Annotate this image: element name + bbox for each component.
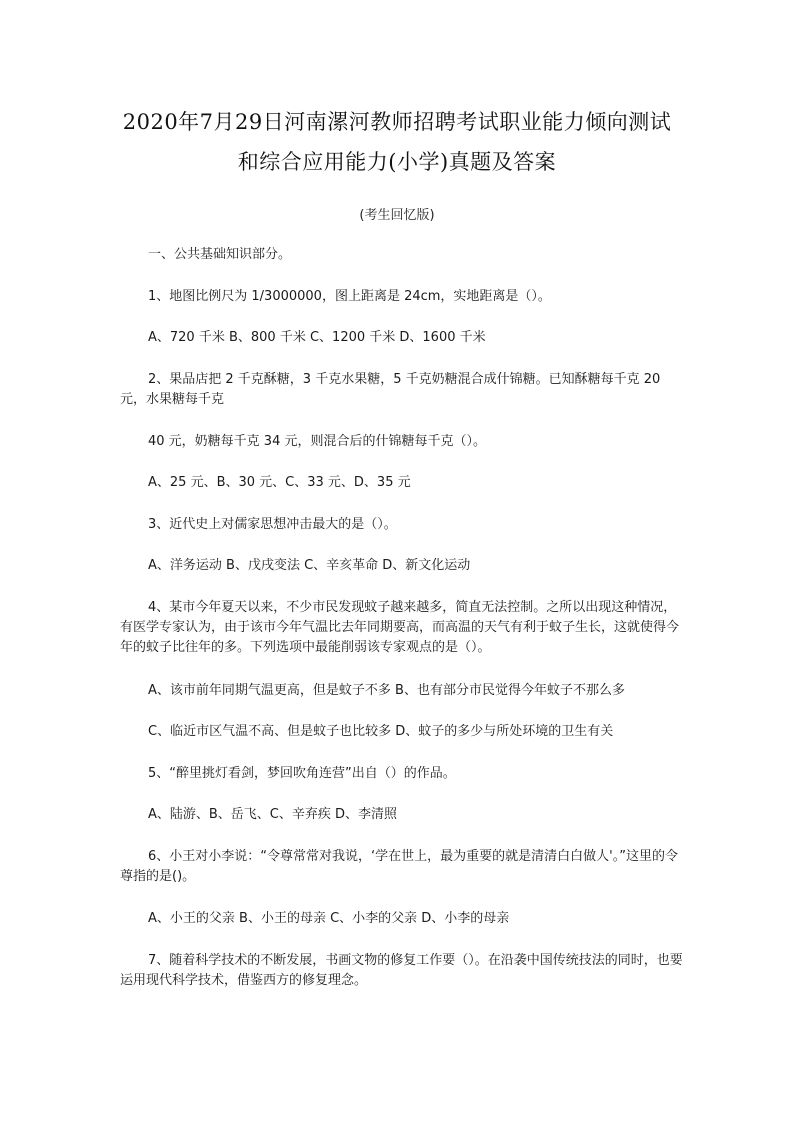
- question-1: 1、地图比例尺为 1/3000000，图上距离是 24cm，实地距离是（）。: [148, 289, 551, 304]
- question-2-options: A、25 元、B、30 元、C、33 元、D、35 元: [148, 475, 411, 490]
- section-heading: 一、公共基础知识部分。: [148, 247, 292, 262]
- question-1-options: A、720 千米 B、800 千米 C、1200 千米 D、1600 千米: [148, 330, 486, 345]
- question-5-options: A、陆游、B、岳飞、C、辛弃疾 D、李清照: [148, 807, 398, 822]
- question-7: 7、随着科学技术的不断发展，书画文物的修复工作要（）。在沿袭中国传统技法的同时，也要运用现代科学技术，借鉴西方的修复理念。: [120, 953, 683, 988]
- question-2-continued: 40 元，奶糖每千克 34 元，则混合后的什锦糖每千克（）。: [148, 434, 486, 449]
- question-4-options-ab: A、该市前年同期气温更高，但是蚊子不多 B、也有部分市民觉得今年蚊子不那么多: [148, 683, 625, 698]
- document-subtitle: (考生回忆版): [359, 208, 435, 223]
- question-5: 5、“醉里挑灯看剑，梦回吹角连营”出自（）的作品。: [148, 766, 456, 781]
- question-6-options: A、小王的父亲 B、小王的母亲 C、小李的父亲 D、小李的母亲: [148, 911, 510, 926]
- document-title-line-2: 和综合应用能力(小学)真题及答案: [237, 150, 557, 174]
- question-4-options-cd: C、临近市区气温不高、但是蚊子也比较多 D、蚊子的多少与所处环境的卫生有关: [148, 724, 614, 739]
- question-2: 2、果品店把 2 千克酥糖，3 千克水果糖，5 千克奶糖混合成什锦糖。已知酥糖每千克 20 元，水果糖每千克: [120, 372, 661, 407]
- question-6: 6、小王对小李说：“令尊常常对我说，‘学在世上，最为重要的就是清清白白做人'。”这里的令尊指的是()。: [120, 849, 678, 884]
- question-3: 3、近代史上对儒家思想冲击最大的是（）。: [148, 517, 397, 532]
- question-3-options: A、洋务运动 B、戊戌变法 C、辛亥革命 D、新文化运动: [148, 558, 471, 573]
- document-title-line-1: 2020年7月29日河南漯河教师招聘考试职业能力倾向测试: [122, 110, 672, 134]
- question-4: 4、某市今年夏天以来，不少市民发现蚊子越来越多，简直无法控制。之所以出现这种情况，有医学专家认为，由于该市今年气温比去年同期要高，而高温的天气有利于蚊子生长，这就使得今年的蚊子比往年的多。下列选项中最能削弱该专家观点的是（）。: [120, 600, 680, 655]
